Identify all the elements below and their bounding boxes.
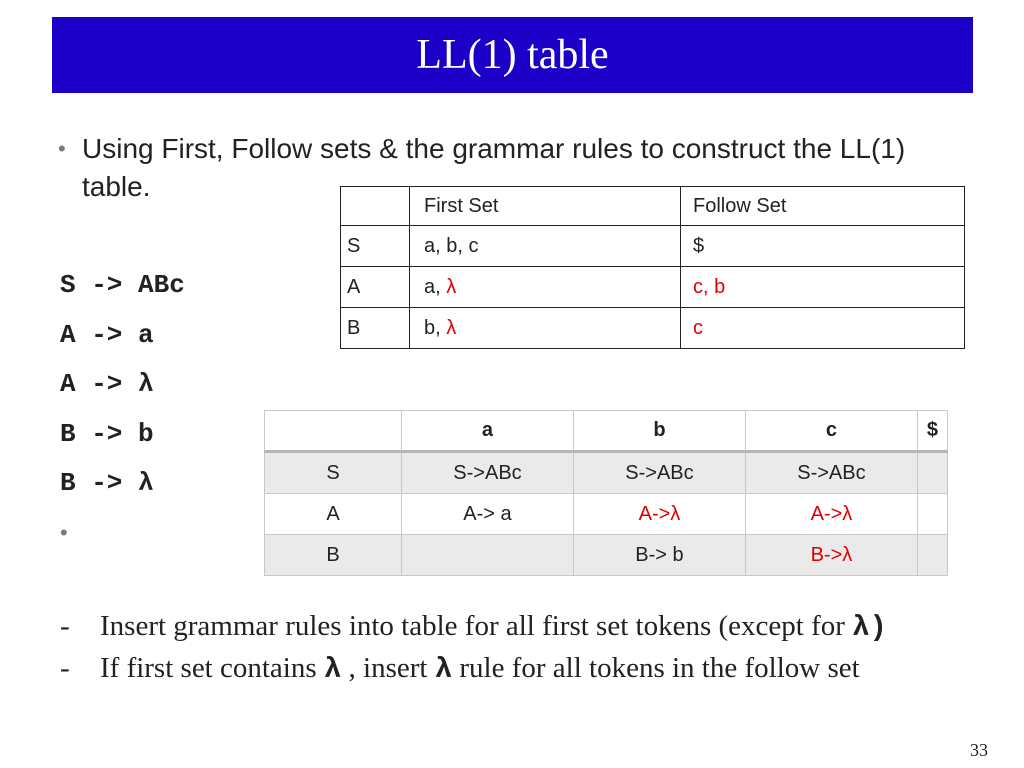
header-cell: Follow Set	[681, 187, 965, 226]
first-set-cell	[410, 267, 681, 308]
table-row	[341, 226, 965, 267]
first-follow-table	[340, 186, 965, 349]
table-cell: S->ABc	[573, 452, 745, 494]
table-cell	[917, 494, 947, 535]
ll1-parse-table	[264, 410, 948, 576]
note-text: Insert grammar rules into table for all first set tokens (except for	[100, 610, 853, 642]
table-cell: S->ABc	[745, 452, 917, 494]
grammar-rule: A -> λ	[60, 369, 154, 399]
table-cell: S	[265, 452, 402, 494]
empty-bullet: •	[60, 520, 68, 545]
bullet-marker: •	[58, 136, 66, 161]
header-cell: b	[573, 411, 745, 452]
follow-set-cell: c, b	[681, 267, 965, 308]
header-cell: c	[745, 411, 917, 452]
table-cell: B->λ	[745, 535, 917, 576]
table-cell: B-> b	[573, 535, 745, 576]
note-item	[60, 648, 960, 690]
grammar-rule: S -> ABc	[60, 270, 185, 300]
grammar-rules	[60, 264, 185, 512]
table-cell	[402, 535, 574, 576]
notes	[60, 606, 960, 690]
first-set-value: b,	[424, 316, 447, 339]
header-cell: $	[917, 411, 947, 452]
slide-number: 33	[970, 740, 988, 760]
first-set-lambda: λ	[446, 275, 457, 298]
grammar-rule: A -> a	[60, 319, 154, 350]
table-header-row	[341, 187, 965, 226]
table-cell: A->λ	[745, 494, 917, 535]
grammar-rule: B -> λ	[60, 468, 154, 498]
nonterminal-cell: B	[341, 308, 410, 349]
table-header-row	[265, 411, 948, 452]
first-set-cell	[410, 226, 681, 267]
header-cell	[265, 411, 402, 452]
header-cell: First Set	[410, 187, 681, 226]
header-cell: a	[402, 411, 574, 452]
table-row	[341, 267, 965, 308]
first-set-cell	[410, 308, 681, 349]
lambda-symbol: λ)	[852, 611, 887, 644]
note-text: If first set contains	[100, 652, 324, 684]
table-cell: B	[265, 535, 402, 576]
nonterminal-cell: A	[341, 267, 410, 308]
dash-marker: -	[60, 652, 70, 684]
lambda-symbol: λ	[434, 653, 453, 686]
header-cell	[341, 187, 410, 226]
table-cell: A	[265, 494, 402, 535]
table-cell: A->λ	[573, 494, 745, 535]
table-row	[265, 535, 948, 576]
grammar-rule: B -> b	[60, 418, 154, 449]
first-set-value: a, b, c	[424, 234, 479, 257]
table-cell: A-> a	[402, 494, 574, 535]
first-set-value: a,	[424, 275, 447, 298]
note-text: , insert	[341, 652, 435, 684]
note-item	[60, 606, 960, 648]
nonterminal-cell: S	[341, 226, 410, 267]
table-cell: S->ABc	[402, 452, 574, 494]
table-cell	[917, 452, 947, 494]
dash-marker: -	[60, 610, 70, 642]
table-row	[265, 452, 948, 494]
lambda-symbol: λ	[323, 653, 342, 686]
slide-title: LL(1) table	[416, 32, 609, 78]
follow-set-cell: c	[681, 308, 965, 349]
follow-set-cell: $	[681, 226, 965, 267]
first-set-lambda: λ	[446, 316, 457, 339]
bullet-text: Using First, Follow sets & the grammar rules to construct the LL(1) table.	[82, 133, 906, 202]
table-row	[341, 308, 965, 349]
table-cell	[917, 535, 947, 576]
note-text: rule for all tokens in the follow set	[452, 652, 860, 684]
table-row	[265, 494, 948, 535]
title-bar	[52, 17, 973, 93]
